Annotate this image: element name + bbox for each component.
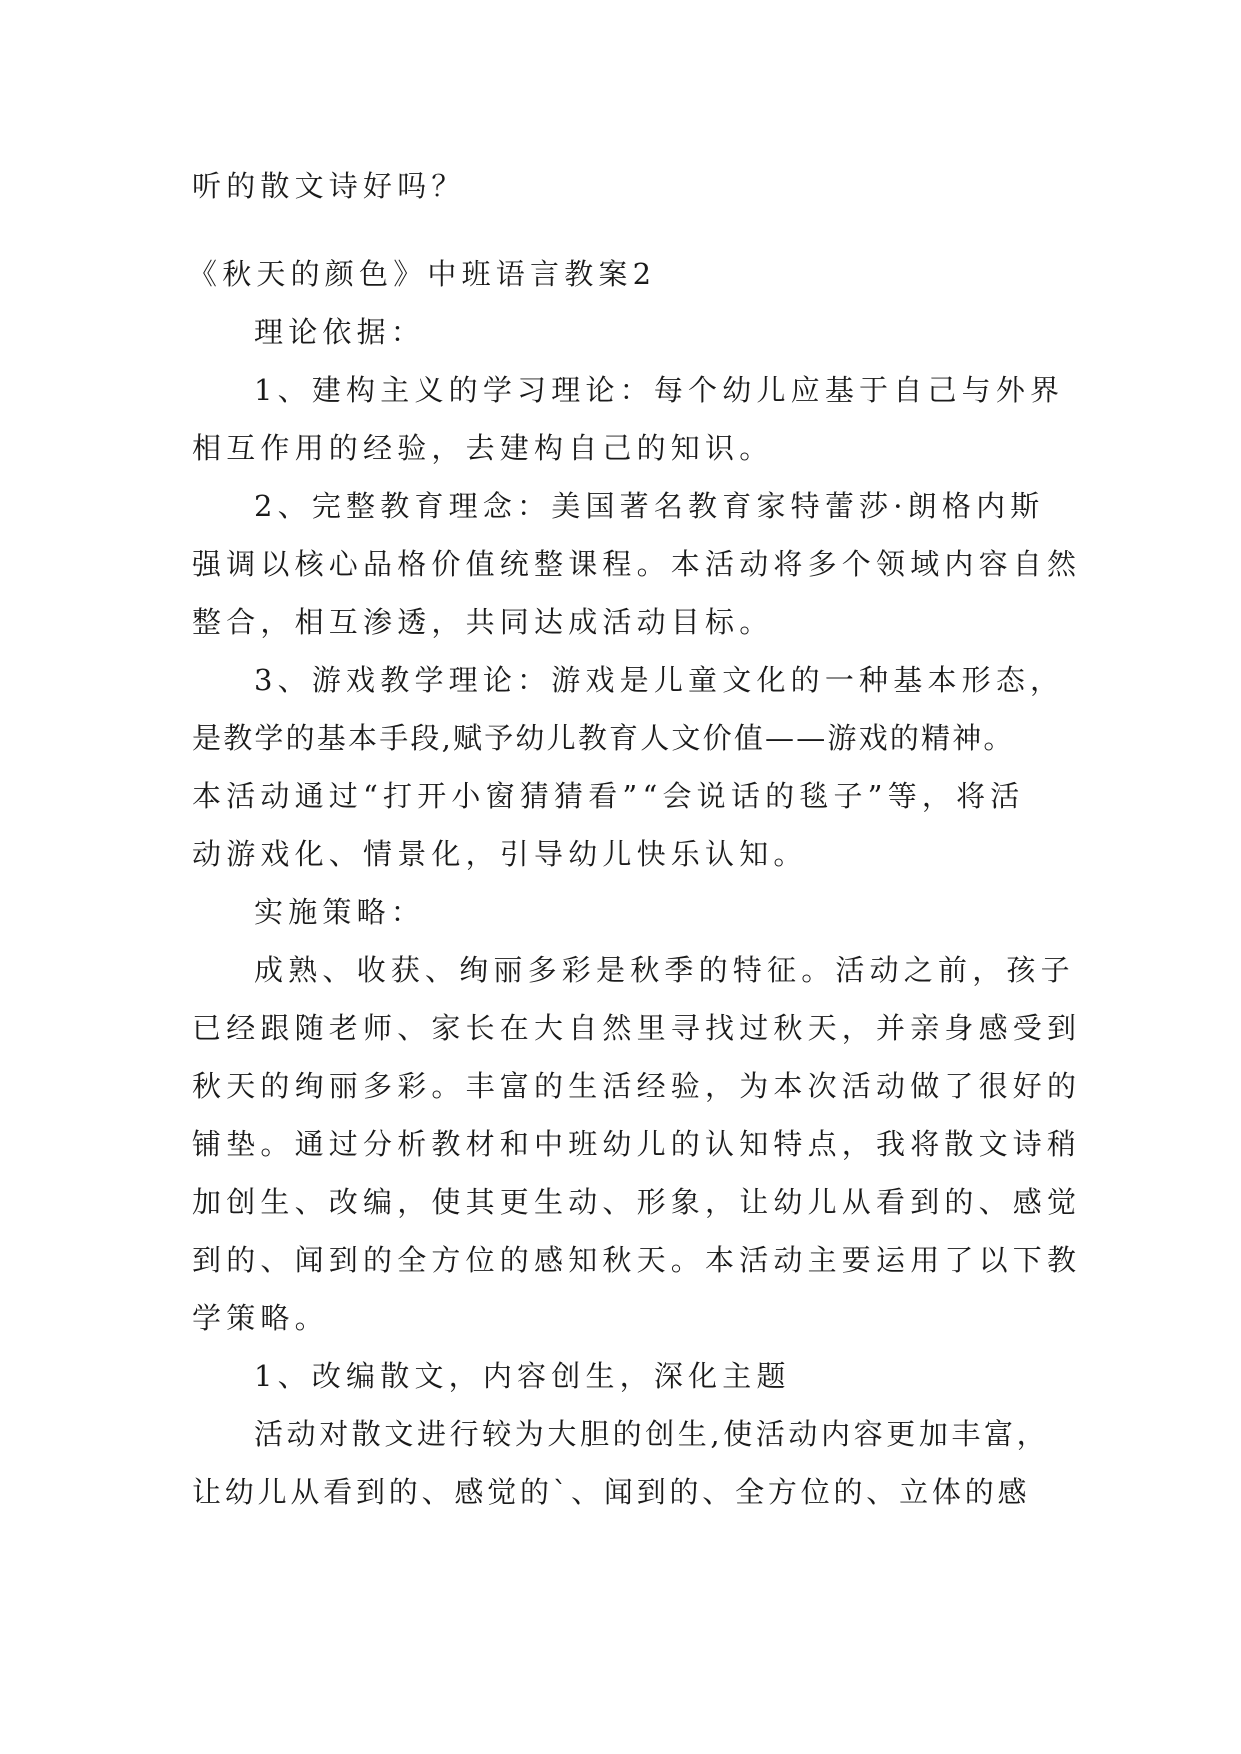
subheading-text: 理论依据： [254, 315, 426, 349]
subheading [254, 892, 1241, 932]
paragraph-line [192, 544, 1241, 584]
text-line-content: 听的散文诗好吗？ [192, 169, 466, 203]
paragraph-text: 成熟、收获、绚丽多彩是秋季的特征。活动之前，孩子 [254, 953, 1075, 987]
paragraph-text: 整合，相互渗透，共同达成活动目标。 [192, 605, 774, 639]
paragraph-text: 本活动通过“打开小窗猜猜看”“会说话的毯子”等，将活 [192, 779, 1025, 813]
paragraph-text: 加创生、改编，使其更生动、形象，让幼儿从看到的、感觉 [192, 1185, 1082, 1219]
section-title [188, 254, 1241, 294]
paragraph-line [192, 1240, 1241, 1280]
paragraph-text: 强调以核心品格价值统整课程。本活动将多个领域内容自然 [192, 547, 1082, 581]
paragraph-text: 3、游戏教学理论：游戏是儿童文化的一种基本形态， [254, 663, 1065, 697]
paragraph-text: 铺垫。通过分析教材和中班幼儿的认知特点，我将散文诗稍 [192, 1127, 1082, 1161]
paragraph-text: 到的、闻到的全方位的感知秋天。本活动主要运用了以下教 [192, 1243, 1082, 1277]
paragraph-line [192, 1472, 1241, 1512]
paragraph-text: 活动对散文进行较为大胆的创生,使活动内容更加丰富， [254, 1417, 1050, 1451]
subheading [254, 1356, 1241, 1396]
paragraph-line [192, 834, 1241, 874]
text-line [192, 166, 1241, 206]
paragraph-line [192, 1182, 1241, 1222]
paragraph-text: 学策略。 [192, 1301, 329, 1335]
paragraph-line [254, 370, 1241, 410]
paragraph-line [254, 1414, 1241, 1454]
paragraph-line [192, 718, 1241, 758]
paragraph-line [192, 1008, 1241, 1048]
paragraph-text: 是教学的基本手段,赋予幼儿教育人文价值——游戏的精神。 [192, 721, 1015, 755]
subheading-text: 实施策略： [254, 895, 426, 929]
paragraph-text: 动游戏化、情景化，引导幼儿快乐认知。 [192, 837, 808, 871]
paragraph-text: 相互作用的经验，去建构自己的知识。 [192, 431, 774, 465]
paragraph-line [192, 602, 1241, 642]
paragraph-text: 秋天的绚丽多彩。丰富的生活经验，为本次活动做了很好的 [192, 1069, 1082, 1103]
section-title-text: 《秋天的颜色》中班语言教案2 [188, 257, 657, 291]
paragraph-line [254, 486, 1241, 526]
paragraph-text: 2、完整教育理念：美国著名教育家特蕾莎·朗格内斯 [254, 489, 1045, 523]
subheading-text: 1、改编散文，内容创生，深化主题 [254, 1359, 791, 1393]
paragraph-line [192, 1298, 1241, 1338]
paragraph-line [192, 428, 1241, 468]
paragraph-text: 1、建构主义的学习理论：每个幼儿应基于自己与外界 [254, 373, 1065, 407]
subheading [254, 312, 1241, 352]
paragraph-line [254, 660, 1241, 700]
paragraph-line [192, 776, 1241, 816]
paragraph-text: 已经跟随老师、家长在大自然里寻找过秋天，并亲身感受到 [192, 1011, 1082, 1045]
paragraph-line [254, 950, 1241, 990]
paragraph-line [192, 1066, 1241, 1106]
paragraph-text: 让幼儿从看到的、感觉的`、闻到的、全方位的、立体的感 [192, 1475, 1031, 1509]
paragraph-line [192, 1124, 1241, 1164]
